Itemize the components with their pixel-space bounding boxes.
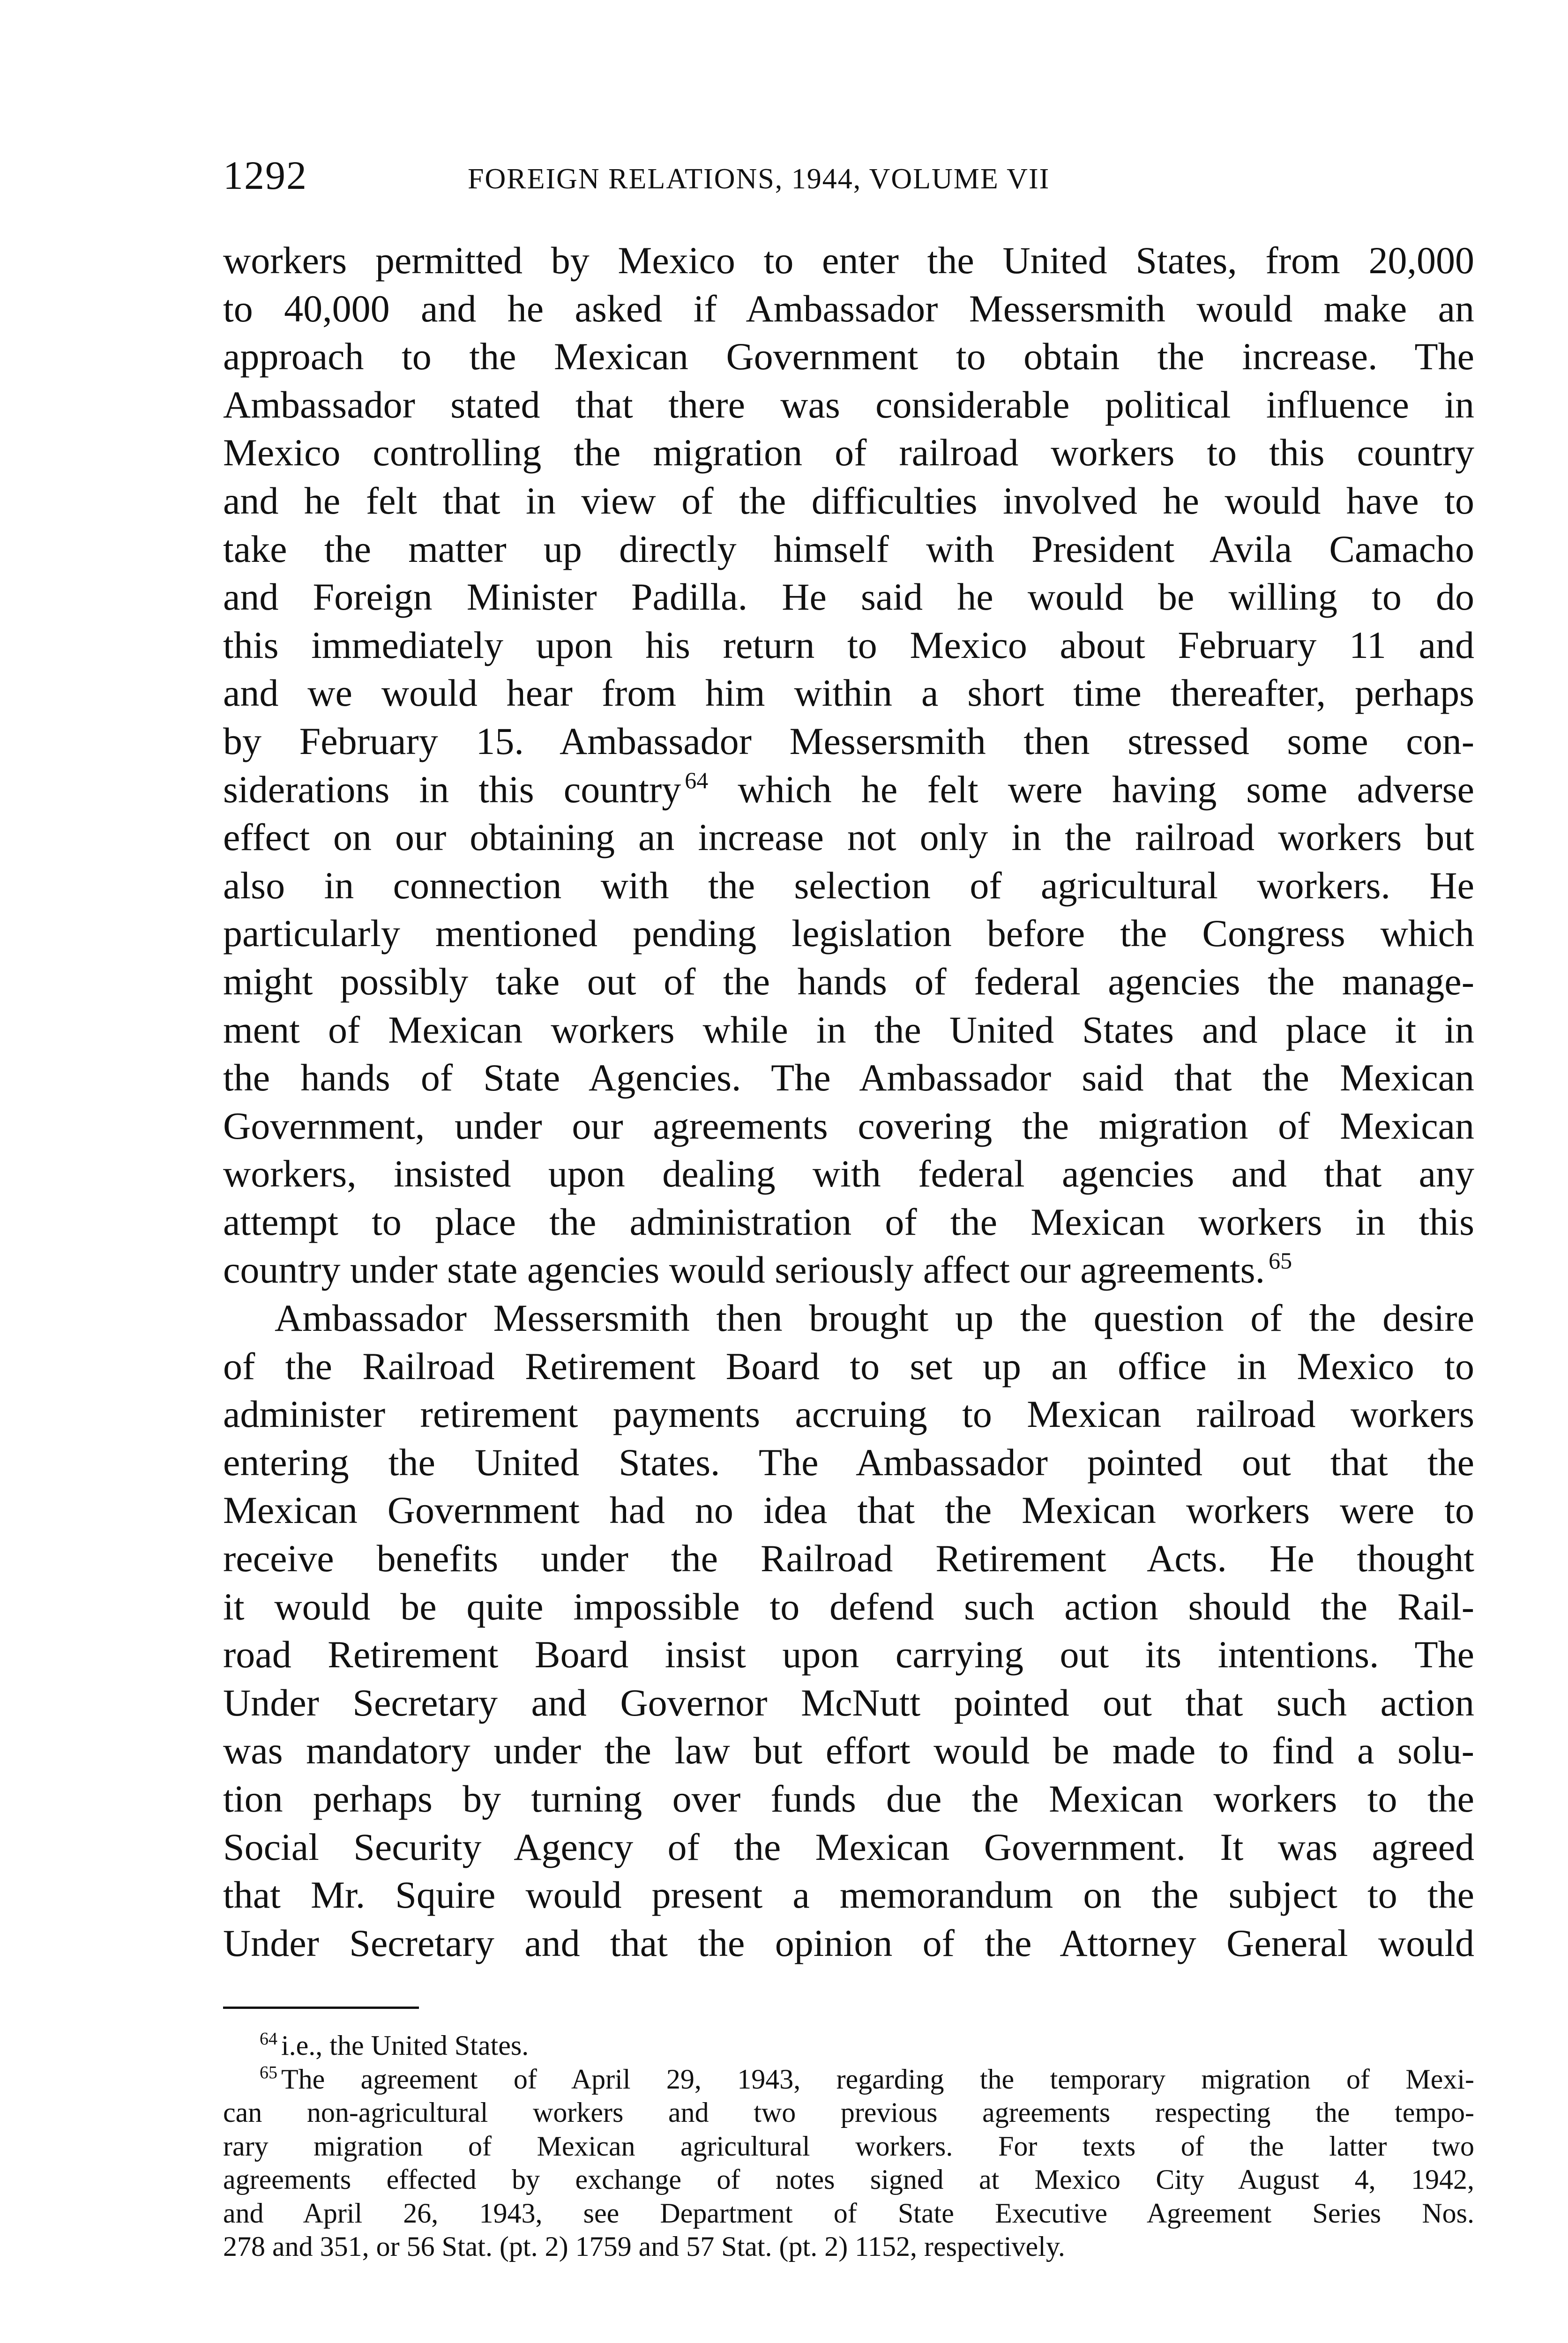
text-line: of the Railroad Retirement Board to set up an office in Mexico to [223, 1344, 1474, 1388]
footnote-line: can non-agricultural workers and two previous agreements respecting the tempo- [223, 2097, 1474, 2128]
body-text [223, 237, 1474, 1967]
running-head: FOREIGN RELATIONS, 1944, VOLUME VII [468, 163, 1050, 195]
text-line: and he felt that in view of the difficulties involved he would have to [223, 479, 1474, 522]
text-line: was mandatory under the law but effort would be made to find a solu- [223, 1729, 1474, 1772]
text-line: particularly mentioned pending legislation before the Congress which [223, 912, 1474, 955]
text-line: and we would hear from him within a short time thereafter, perhaps [223, 672, 1474, 715]
footnote-line: rary migration of Mexican agricultural workers. For texts of the latter two [223, 2130, 1474, 2162]
text-line: to 40,000 and he asked if Ambassador Messersmith would make an [223, 287, 1474, 330]
text-line: administer retirement payments accruing to Mexican railroad workers [223, 1393, 1474, 1436]
text-line: road Retirement Board insist upon carrying out its intentions. The [223, 1633, 1474, 1676]
text-line: country under state agencies would seriously affect our agreements. $^{65}$ [223, 1247, 1292, 1291]
footnote-divider [223, 2007, 419, 2009]
text-line: effect on our obtaining an increase not only in the railroad workers but [223, 816, 1474, 859]
text-line: also in connection with the selection of agricultural workers. He [223, 864, 1474, 907]
text-line: might possibly take out of the hands of federal agencies the manage- [223, 960, 1474, 1003]
footnote-ref-64[interactable]: 64 [685, 767, 709, 793]
text-line: Ambassador stated that there was considerable political influence in [223, 383, 1474, 426]
text-line: workers, insisted upon dealing with federal agencies and that any [223, 1152, 1474, 1195]
paragraph-2 [223, 1294, 1474, 1967]
text-line: receive benefits under the Railroad Retirement Acts. He thought [223, 1537, 1474, 1580]
text-line: this immediately upon his return to Mexico about February 11 and [223, 623, 1474, 666]
text-line: ment of Mexican workers while in the United States and place it in [223, 1008, 1474, 1051]
paragraph-1 [223, 237, 1474, 1294]
footnote-65: $^{65}$ The agreement of April 29, 1943, regarding the temporary migration of Mexi- [260, 2062, 1474, 2095]
text-line: the hands of State Agencies. The Ambassador said that the Mexican [223, 1056, 1474, 1099]
text-line: by February 15. Ambassador Messersmith then stressed some con- [223, 719, 1474, 762]
page-header [223, 141, 1474, 201]
footnote-marker: 64 [260, 2029, 277, 2049]
text-line: and Foreign Minister Padilla. He said he would be willing to do [223, 575, 1474, 619]
text-line: Under Secretary and Governor McNutt pointed out that such action [223, 1681, 1474, 1724]
text-line: that Mr. Squire would present a memorandum on the subject to the [223, 1873, 1474, 1917]
text-line: approach to the Mexican Government to obtain the increase. The [223, 335, 1474, 378]
text-line: Under Secretary and that the opinion of the Attorney General would [223, 1921, 1474, 1964]
footnote-64: $^{64}$ i.e., the United States. [260, 2029, 529, 2061]
text-line: entering the United States. The Ambassador pointed out that the [223, 1440, 1474, 1484]
text-line: it would be quite impossible to defend such action should the Rail- [223, 1585, 1474, 1628]
text-line: attempt to place the administration of the Mexican workers in this [223, 1200, 1474, 1243]
text-line: Ambassador Messersmith then brought up the question of the desire [275, 1297, 1474, 1340]
footnote-line: agreements effected by exchange of notes signed at Mexico City August 4, 1942, [223, 2164, 1474, 2195]
text-line: take the matter up directly himself with President Avila Camacho [223, 527, 1474, 570]
footnote-line: 278 and 351, or 56 Stat. (pt. 2) 1759 and 57 Stat. (pt. 2) 1152, respectively. [223, 2231, 1065, 2262]
page-number: 1292 [223, 153, 307, 198]
text-line: Mexican Government had no idea that the Mexican workers were to [223, 1489, 1474, 1532]
text-line: Mexico controlling the migration of railroad workers to this country [223, 431, 1474, 474]
footnote-marker: 65 [260, 2062, 277, 2082]
text-line: siderations in this country $^{64}$ which he felt were having some adverse [223, 767, 1474, 811]
text-line: Government, under our agreements covering the migration of Mexican [223, 1104, 1474, 1147]
footnote-line: and April 26, 1943, see Department of State Executive Agreement Series Nos. [223, 2197, 1474, 2229]
text-line: tion perhaps by turning over funds due the Mexican workers to the [223, 1777, 1474, 1820]
text-line: workers permitted by Mexico to enter the United States, from 20,000 [223, 239, 1474, 282]
footnotes [223, 2029, 1474, 2264]
footnote-ref-65[interactable]: 65 [1269, 1247, 1292, 1274]
text-line: Social Security Agency of the Mexican Government. It was agreed [223, 1825, 1474, 1868]
